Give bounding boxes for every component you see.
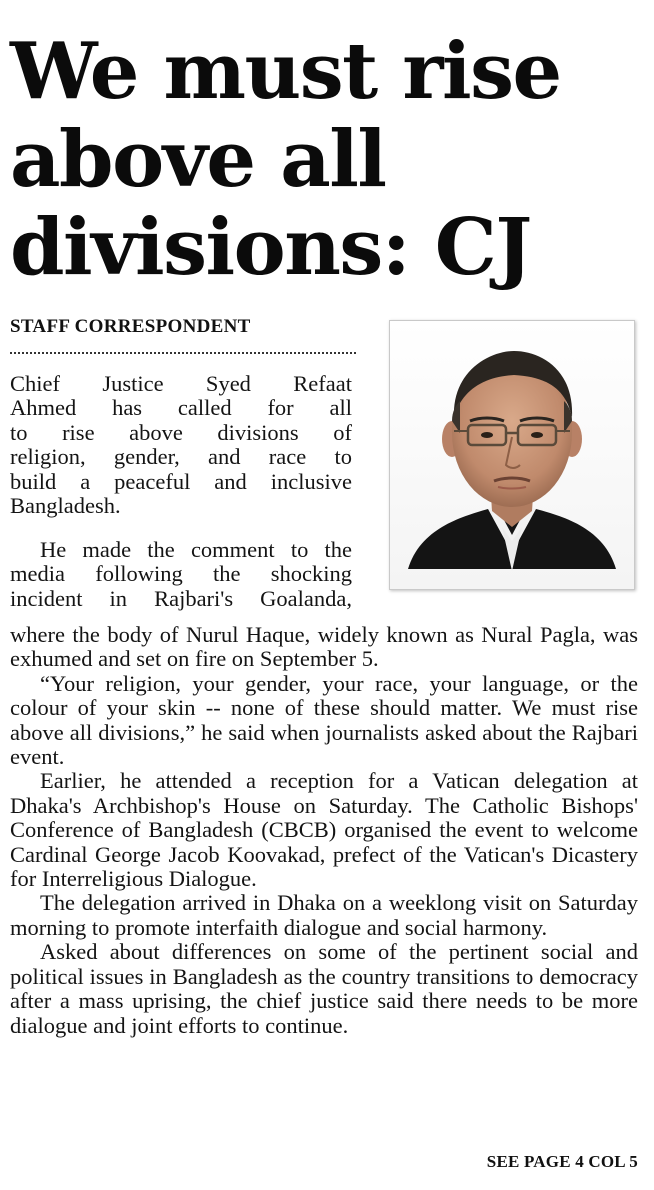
portrait-photo	[389, 320, 635, 590]
portrait-illustration	[390, 321, 634, 589]
paragraph-line: incident in Rajbari's Goalanda,	[10, 585, 352, 611]
lead-line: Chief Justice Syed Refaat	[10, 371, 352, 396]
lead-line: to rise above divisions of	[10, 419, 352, 445]
lead-paragraph	[10, 372, 352, 518]
lead-line: Bangladesh.	[10, 493, 121, 519]
byline: STAFF CORRESPONDENT	[10, 316, 251, 337]
headline-line-1: We must rise	[10, 26, 561, 117]
paragraph-line: media following the shocking	[10, 561, 352, 587]
paragraph-line: He made the comment to the	[40, 537, 352, 562]
paragraph-2-narrow	[10, 538, 352, 611]
headline-line-2: above all	[10, 114, 386, 205]
byline-divider	[10, 352, 356, 354]
paragraph-4: Earlier, he attended a reception for a Vatican delegation at Dhaka's Archbishop's House on Saturday. The Catholic Bishops' Conference of Bangladesh (CBCB) organised the event to welcome Cardinal George Jacob Koovakad, prefect of the Vatican's Dicastery for Interreligious Dialogue.	[10, 768, 638, 892]
paragraph-2-continued: where the body of Nurul Haque, widely known as Nural Pagla, was exhumed and set on fire on September 5.	[10, 622, 638, 672]
paragraph-6: Asked about differences on some of the pertinent social and political issues in Bangladesh as the country transitions to democracy after a mass uprising, the chief justice said there needs to be more dialogue and joint efforts to continue.	[10, 939, 638, 1038]
jump-reference: SEE PAGE 4 COL 5	[486, 1152, 638, 1171]
headline-line-3: divisions: CJ	[10, 202, 531, 293]
paragraph-5: The delegation arrived in Dhaka on a weeklong visit on Saturday morning to promote interfaith dialogue and social harmony.	[10, 890, 638, 940]
article-body	[10, 623, 638, 1038]
lead-line: religion, gender, and race to	[10, 444, 352, 470]
headline	[10, 28, 650, 292]
paragraph-3: “Your religion, your gender, your race, your language, or the colour of your skin -- none of these should matter. We must rise above all divisions,” he said when journalists asked about the Rajbari event.	[10, 670, 638, 770]
lead-line: build a peaceful and inclusive	[10, 468, 352, 494]
lead-line: Ahmed has called for all	[10, 395, 352, 421]
